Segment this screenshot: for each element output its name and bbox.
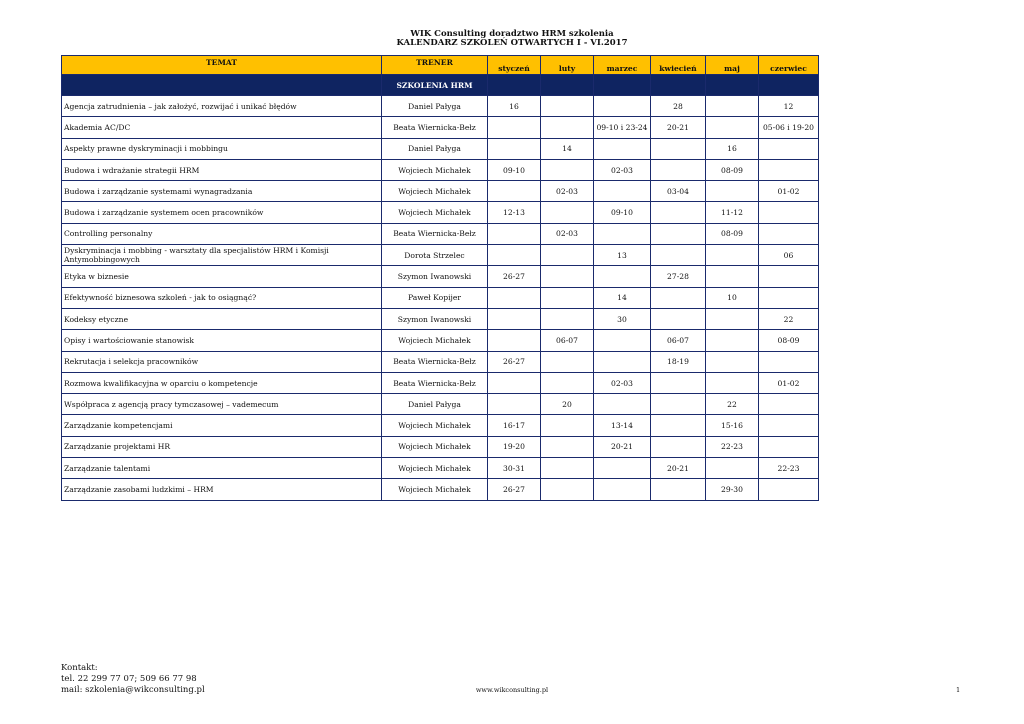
table-row (62, 394, 819, 415)
training-topic: Kodeksy etyczne (62, 308, 382, 329)
table-row (62, 479, 819, 500)
date-cell-feb: 20 (541, 394, 594, 415)
date-cell-mar: 30 (594, 308, 651, 329)
section-empty-cell (488, 75, 541, 96)
date-cell-feb (541, 96, 594, 117)
date-cell-jun (759, 351, 819, 372)
date-cell-feb (541, 202, 594, 223)
date-cell-mar: 09-10 i 23-24 (594, 117, 651, 138)
date-cell-jan (488, 117, 541, 138)
date-cell-jun (759, 287, 819, 308)
date-cell-apr (651, 245, 706, 266)
section-empty-cell (594, 75, 651, 96)
date-cell-jan: 26-27 (488, 479, 541, 500)
training-topic: Zarządzanie projektami HR (62, 436, 382, 457)
training-topic: Controlling personalny (62, 223, 382, 244)
training-topic: Efektywność biznesowa szkoleń - jak to osiągnąć? (62, 287, 382, 308)
date-cell-mar: 13 (594, 245, 651, 266)
date-cell-may: 08-09 (706, 159, 759, 180)
date-cell-mar: 02-03 (594, 372, 651, 393)
trainer-name: Beata Wiernicka-Bełz (382, 351, 488, 372)
contact-label: Kontakt: (61, 663, 98, 673)
trainer-name: Szymon Iwanowski (382, 308, 488, 329)
trainer-name: Paweł Kopijer (382, 287, 488, 308)
date-cell-mar: 13-14 (594, 415, 651, 436)
date-cell-may (706, 181, 759, 202)
date-cell-apr (651, 202, 706, 223)
date-cell-feb (541, 479, 594, 500)
table-row (62, 458, 819, 479)
training-topic: Dyskryminacja i mobbing - warsztaty dla specjalistów HRM i Komisji Antymobbingowych (62, 245, 382, 266)
header-month-jan: styczeń (488, 56, 541, 75)
table-row (62, 415, 819, 436)
table-row (62, 223, 819, 244)
date-cell-jun (759, 436, 819, 457)
section-empty-cell (62, 75, 382, 96)
table-row (62, 287, 819, 308)
date-cell-apr: 20-21 (651, 117, 706, 138)
date-cell-jun: 22-23 (759, 458, 819, 479)
date-cell-apr (651, 308, 706, 329)
contact-mail: mail: szkolenia@wikconsulting.pl (61, 685, 205, 695)
date-cell-jan: 19-20 (488, 436, 541, 457)
date-cell-apr: 27-28 (651, 266, 706, 287)
date-cell-mar: 09-10 (594, 202, 651, 223)
date-cell-may (706, 266, 759, 287)
date-cell-jun: 08-09 (759, 330, 819, 351)
date-cell-may (706, 96, 759, 117)
date-cell-apr: 06-07 (651, 330, 706, 351)
date-cell-jan (488, 330, 541, 351)
header-month-feb: luty (541, 56, 594, 75)
date-cell-may (706, 117, 759, 138)
date-cell-feb (541, 159, 594, 180)
header-month-jun: czerwiec (759, 56, 819, 75)
date-cell-mar (594, 223, 651, 244)
date-cell-feb: 06-07 (541, 330, 594, 351)
table-row (62, 159, 819, 180)
header-month-apr: kwiecień (651, 56, 706, 75)
date-cell-apr: 03-04 (651, 181, 706, 202)
date-cell-apr (651, 287, 706, 308)
date-cell-mar (594, 479, 651, 500)
header-topic: TEMAT (62, 56, 382, 75)
date-cell-may: 10 (706, 287, 759, 308)
date-cell-feb: 14 (541, 138, 594, 159)
date-cell-feb: 02-03 (541, 181, 594, 202)
date-cell-may (706, 245, 759, 266)
date-cell-may (706, 458, 759, 479)
date-cell-jan: 16 (488, 96, 541, 117)
date-cell-may: 08-09 (706, 223, 759, 244)
date-cell-may (706, 330, 759, 351)
date-cell-apr: 20-21 (651, 458, 706, 479)
date-cell-apr (651, 138, 706, 159)
table-row (62, 181, 819, 202)
section-label: SZKOLENIA HRM (382, 75, 488, 96)
table-row (62, 330, 819, 351)
date-cell-jan: 30-31 (488, 458, 541, 479)
trainer-name: Wojciech Michałek (382, 479, 488, 500)
training-topic: Rozmowa kwalifikacyjna w oparciu o kompetencje (62, 372, 382, 393)
date-cell-jun (759, 202, 819, 223)
date-cell-feb (541, 372, 594, 393)
date-cell-may: 22-23 (706, 436, 759, 457)
date-cell-may (706, 372, 759, 393)
document-subtitle: KALENDARZ SZKOLEŃ OTWARTYCH I - VI.2017 (396, 38, 628, 48)
header-trainer: TRENER (382, 56, 488, 75)
date-cell-feb (541, 351, 594, 372)
document-title: WIK Consulting doradztwo HRM szkolenia (410, 29, 614, 39)
training-topic: Zarządzanie talentami (62, 458, 382, 479)
trainer-name: Wojciech Michałek (382, 202, 488, 223)
table-row (62, 266, 819, 287)
date-cell-feb (541, 117, 594, 138)
trainer-name: Szymon Iwanowski (382, 266, 488, 287)
date-cell-may: 29-30 (706, 479, 759, 500)
date-cell-mar (594, 96, 651, 117)
date-cell-apr (651, 372, 706, 393)
training-topic: Opisy i wartościowanie stanowisk (62, 330, 382, 351)
training-topic: Akademia AC/DC (62, 117, 382, 138)
date-cell-mar (594, 330, 651, 351)
date-cell-apr: 18-19 (651, 351, 706, 372)
date-cell-jun (759, 266, 819, 287)
date-cell-mar (594, 138, 651, 159)
date-cell-jan (488, 223, 541, 244)
date-cell-jun: 22 (759, 308, 819, 329)
date-cell-feb (541, 458, 594, 479)
training-topic: Agencja zatrudnienia – jak założyć, rozwijać i unikać błędów (62, 96, 382, 117)
date-cell-jan: 12-13 (488, 202, 541, 223)
section-empty-cell (759, 75, 819, 96)
date-cell-feb (541, 308, 594, 329)
header-month-mar: marzec (594, 56, 651, 75)
trainer-name: Wojciech Michałek (382, 159, 488, 180)
trainer-name: Wojciech Michałek (382, 181, 488, 202)
date-cell-jun: 01-02 (759, 181, 819, 202)
table-row (62, 372, 819, 393)
training-topic: Zarządzanie zasobami ludzkimi – HRM (62, 479, 382, 500)
date-cell-feb (541, 287, 594, 308)
section-empty-cell (651, 75, 706, 96)
header-month-may: maj (706, 56, 759, 75)
table-row (62, 308, 819, 329)
date-cell-jan (488, 372, 541, 393)
trainer-name: Daniel Pałyga (382, 394, 488, 415)
section-empty-cell (706, 75, 759, 96)
date-cell-feb (541, 436, 594, 457)
date-cell-jun: 12 (759, 96, 819, 117)
training-topic: Etyka w biznesie (62, 266, 382, 287)
section-empty-cell (541, 75, 594, 96)
training-topic: Budowa i wdrażanie strategii HRM (62, 159, 382, 180)
date-cell-feb: 02-03 (541, 223, 594, 244)
date-cell-apr (651, 415, 706, 436)
date-cell-jun (759, 415, 819, 436)
page-number: 1 (956, 686, 961, 694)
date-cell-mar: 02-03 (594, 159, 651, 180)
training-topic: Zarządzanie kompetencjami (62, 415, 382, 436)
date-cell-jun: 01-02 (759, 372, 819, 393)
date-cell-may (706, 351, 759, 372)
trainer-name: Dorota Strzelec (382, 245, 488, 266)
table-row (62, 96, 819, 117)
date-cell-may: 22 (706, 394, 759, 415)
training-topic: Rekrutacja i selekcja pracowników (62, 351, 382, 372)
date-cell-may: 16 (706, 138, 759, 159)
date-cell-jun: 06 (759, 245, 819, 266)
website-url: www.wikconsulting.pl (475, 686, 549, 694)
table-row (62, 245, 819, 266)
date-cell-feb (541, 266, 594, 287)
date-cell-jan (488, 394, 541, 415)
date-cell-may: 15-16 (706, 415, 759, 436)
date-cell-jan (488, 138, 541, 159)
table-row (62, 202, 819, 223)
training-topic: Współpraca z agencją pracy tymczasowej – vademecum (62, 394, 382, 415)
training-calendar-table (61, 55, 819, 501)
date-cell-jan: 16-17 (488, 415, 541, 436)
table-row (62, 436, 819, 457)
date-cell-jun (759, 394, 819, 415)
trainer-name: Beata Wiernicka-Bełz (382, 223, 488, 244)
date-cell-may: 11-12 (706, 202, 759, 223)
trainer-name: Wojciech Michałek (382, 415, 488, 436)
date-cell-jan: 09-10 (488, 159, 541, 180)
trainer-name: Wojciech Michałek (382, 330, 488, 351)
training-topic: Budowa i zarządzanie systemami wynagradzania (62, 181, 382, 202)
date-cell-jan (488, 287, 541, 308)
trainer-name: Beata Wiernicka-Bełz (382, 117, 488, 138)
date-cell-apr (651, 479, 706, 500)
trainer-name: Daniel Pałyga (382, 96, 488, 117)
date-cell-jan (488, 181, 541, 202)
training-topic: Aspekty prawne dyskryminacji i mobbingu (62, 138, 382, 159)
date-cell-apr (651, 436, 706, 457)
date-cell-jan (488, 308, 541, 329)
training-topic: Budowa i zarządzanie systemem ocen pracowników (62, 202, 382, 223)
table-row (62, 138, 819, 159)
date-cell-mar (594, 458, 651, 479)
date-cell-feb (541, 415, 594, 436)
trainer-name: Daniel Pałyga (382, 138, 488, 159)
date-cell-mar: 20-21 (594, 436, 651, 457)
table-row (62, 117, 819, 138)
date-cell-apr (651, 394, 706, 415)
date-cell-jun (759, 138, 819, 159)
contact-phone: tel. 22 299 77 07; 509 66 77 98 (61, 674, 197, 684)
date-cell-jan (488, 245, 541, 266)
trainer-name: Wojciech Michałek (382, 436, 488, 457)
date-cell-may (706, 308, 759, 329)
section-row (62, 75, 819, 96)
date-cell-jun: 05-06 i 19-20 (759, 117, 819, 138)
date-cell-mar (594, 351, 651, 372)
date-cell-jun (759, 223, 819, 244)
date-cell-apr: 28 (651, 96, 706, 117)
date-cell-jan: 26-27 (488, 266, 541, 287)
table-row (62, 351, 819, 372)
date-cell-jun (759, 159, 819, 180)
date-cell-apr (651, 223, 706, 244)
date-cell-apr (651, 159, 706, 180)
trainer-name: Wojciech Michałek (382, 458, 488, 479)
date-cell-mar (594, 394, 651, 415)
date-cell-mar (594, 181, 651, 202)
date-cell-jan: 26-27 (488, 351, 541, 372)
date-cell-mar (594, 266, 651, 287)
table-header-row (62, 56, 819, 75)
date-cell-feb (541, 245, 594, 266)
date-cell-mar: 14 (594, 287, 651, 308)
trainer-name: Beata Wiernicka-Bełz (382, 372, 488, 393)
date-cell-jun (759, 479, 819, 500)
